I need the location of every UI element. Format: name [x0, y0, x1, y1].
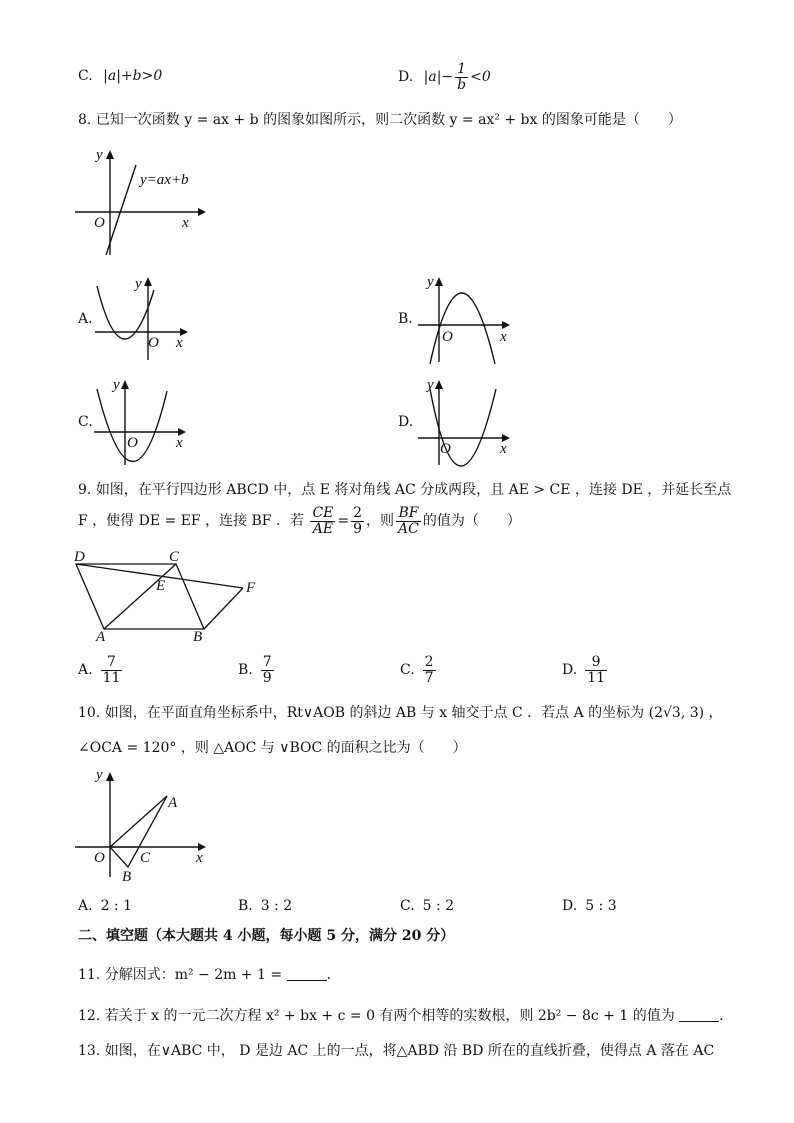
svg-text:x: x — [176, 435, 183, 451]
section-heading: 二、填空题（本大题共 4 小题，每小题 5 分，满分 20 分） — [78, 928, 455, 944]
y-axis-arrow-icon — [435, 277, 443, 286]
fraction-ce-ae: $\frac{CE}{AE}$ — [312, 505, 334, 537]
q8-linear-figure — [70, 145, 210, 260]
question-text: 如图，在平行四边形 ABCD 中，点 E 将对角线 AC 分成两段，且 AE > CE ，连接 DE ，并延长至点 — [95, 482, 732, 498]
option-label: C. — [78, 68, 93, 84]
svg-text:O: O — [148, 335, 159, 351]
svg-text:A: A — [168, 795, 178, 811]
parabola — [430, 293, 495, 364]
svg-text:y: y — [427, 377, 434, 393]
y-axis-arrow-icon — [144, 277, 152, 286]
option-text-pre: |a|− — [423, 69, 454, 86]
question-text: ∠OCA = 120° ，则 △AOC 与 ∨BOC 的面积之比为（ ） — [78, 740, 467, 756]
answer-blank[interactable] — [287, 966, 327, 981]
y-axis-arrow-icon — [121, 380, 129, 389]
q10-option-b[interactable]: B. 3 : 2 — [238, 898, 293, 914]
q8-stem — [78, 112, 682, 129]
q8-option-b-graph[interactable] — [416, 272, 526, 367]
svg-text:F: F — [246, 580, 256, 596]
svg-text:O: O — [440, 441, 451, 457]
svg-text:E: E — [156, 578, 166, 594]
q8-option-a-label[interactable]: A. — [78, 311, 93, 327]
q9-stem-line2: F ，使得 DE = EF ，连接 BF ．若 $\frac{CE}{AE}$ = $\frac{2}{9}$ ，则 $\frac{BF}{AC}$ 的值为（ ） — [78, 505, 521, 537]
svg-text:C: C — [140, 850, 151, 866]
q7-option-c[interactable] — [78, 68, 162, 85]
svg-text:y: y — [96, 767, 103, 783]
q10-option-c[interactable]: C. 5 : 2 — [400, 898, 455, 914]
svg-text:B: B — [193, 629, 203, 645]
q10-stem-line1 — [78, 705, 723, 722]
q9-option-b[interactable]: B. $\frac{7}{9}$ — [238, 654, 272, 686]
svg-text:C: C — [169, 549, 180, 565]
question-text: 如图，在平面直角坐标系中，Rt∨AOB 的斜边 AB 与 x 轴交于点 C ．若点 A 的坐标为 (2√3, 3) ， — [104, 705, 723, 721]
triangle-aob — [110, 796, 167, 867]
q9-option-c[interactable]: C. $\frac{2}{7}$ — [400, 654, 434, 686]
q13 — [78, 1043, 714, 1060]
svg-text:B: B — [122, 869, 132, 885]
question-number: 10. — [78, 705, 101, 721]
svg-text:x: x — [500, 441, 507, 457]
svg-text:O: O — [442, 329, 453, 345]
q10-option-d[interactable]: D. 5 : 3 — [562, 898, 617, 914]
q8-option-d-label[interactable]: D. — [398, 414, 414, 430]
svg-text:x: x — [176, 335, 183, 351]
y-axis-arrow-icon — [106, 150, 114, 159]
q9-stem-line1 — [78, 482, 731, 499]
label-o: O — [94, 215, 105, 231]
svg-text:x: x — [196, 850, 203, 866]
question-text: 已知一次函数 y = ax + b 的图象如图所示，则二次函数 y = ax² + bx 的图象可能是（ ） — [95, 112, 682, 128]
svg-text:y: y — [113, 377, 120, 393]
x-axis-arrow-icon — [502, 321, 510, 329]
q10-option-a[interactable]: A. 2 : 1 — [78, 898, 132, 914]
x-axis-arrow-icon — [198, 208, 206, 216]
question-number: 8. — [78, 112, 92, 128]
q9-parallelogram-figure — [68, 548, 268, 644]
q11: 11. 分解因式：m² − 2m + 1 = ． — [78, 967, 341, 983]
q8-option-c-graph[interactable] — [92, 375, 202, 470]
y-axis-arrow-icon — [435, 380, 443, 389]
q8-option-c-label[interactable]: C. — [78, 414, 93, 430]
y-axis-arrow-icon — [106, 772, 114, 781]
segment-bf — [204, 588, 243, 629]
svg-text:A: A — [96, 629, 106, 645]
svg-text:O: O — [127, 435, 138, 451]
question-number: 12. — [78, 1008, 101, 1024]
answer-blank[interactable] — [679, 1007, 719, 1022]
svg-text:x: x — [500, 329, 507, 345]
option-text-post: <0 — [470, 69, 491, 86]
question-number: 9. — [78, 482, 92, 498]
option-fraction: $\frac{1}{b}$ — [457, 61, 467, 93]
q8-option-b-label[interactable]: B. — [398, 311, 413, 327]
label-line: y=ax+b — [140, 172, 189, 188]
option-label: D. — [398, 69, 414, 86]
question-text: 如图，在∨ABC 中， D 是边 AC 上的一点，将△ABD 沿 BD 所在的直线折叠，使得点 A 落在 AC — [104, 1043, 715, 1059]
fraction-bf-ac: $\frac{BF}{AC}$ — [398, 505, 419, 537]
q8-option-d-graph[interactable] — [416, 375, 526, 470]
svg-text:y: y — [135, 276, 142, 292]
question-number: 11. — [78, 967, 101, 983]
q9-option-d[interactable]: D. $\frac{9}{11}$ — [562, 654, 606, 686]
svg-text:D: D — [74, 549, 85, 565]
svg-text:y: y — [427, 274, 434, 290]
parabola — [97, 286, 154, 339]
q10-stem-line2 — [78, 740, 467, 757]
label-y: y — [96, 147, 103, 163]
q9-option-a[interactable]: A. $\frac{7}{11}$ — [78, 654, 121, 686]
q7-option-d[interactable] — [398, 62, 491, 92]
question-text: 若关于 x 的一元二次方程 x² + bx + c = 0 有两个相等的实数根，则 2b² − 8c + 1 的值为 — [104, 1008, 675, 1024]
q8-option-a-graph[interactable] — [90, 272, 200, 362]
label-x: x — [182, 215, 189, 231]
svg-text:O: O — [94, 850, 105, 866]
question-text: 分解因式：m² − 2m + 1 = — [104, 967, 283, 983]
option-text: |a|+b>0 — [103, 68, 163, 84]
fraction-2-9: $\frac{2}{9}$ — [353, 505, 363, 537]
q12: 12. 若关于 x 的一元二次方程 x² + bx + c = 0 有两个相等的实数根，则 2b² − 8c + 1 的值为 ． — [78, 1008, 734, 1024]
question-number: 13. — [78, 1043, 101, 1059]
q10-coordinate-figure — [70, 765, 220, 885]
